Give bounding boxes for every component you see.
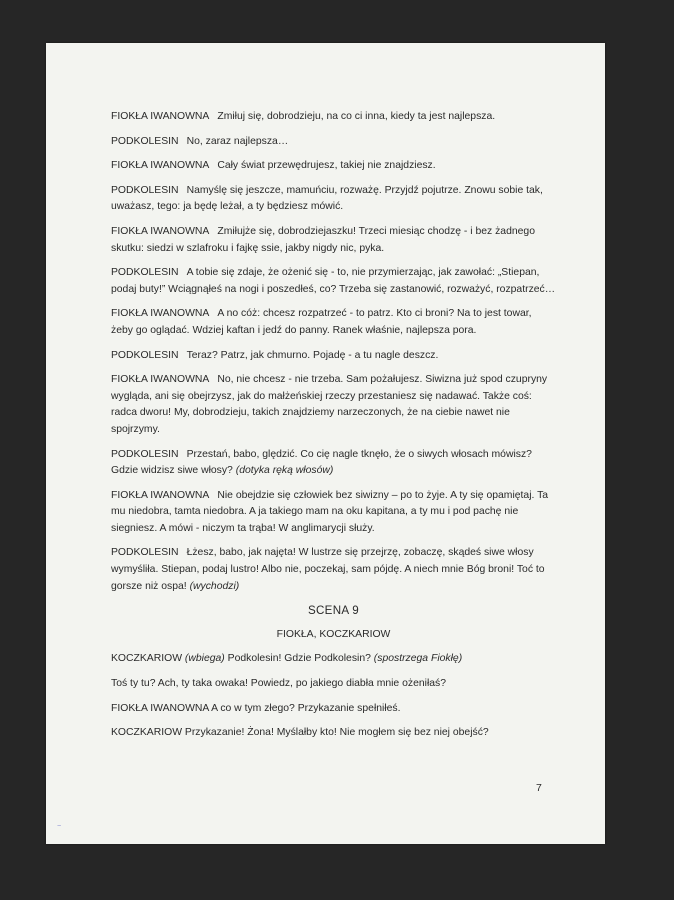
stage-direction: (wbiega) (184, 653, 225, 665)
scene-heading: SCENA 9 (307, 604, 360, 618)
speech-text: Podkolesin! Gdzie Podkolesin? (224, 653, 374, 665)
dialogue-paragraph (111, 447, 556, 480)
speech-text: Przykazanie! Żona! Myślałby kto! Nie mogłem się bez niej obejść? (184, 727, 489, 739)
dialogue-paragraph (111, 372, 556, 438)
scene-paragraph (111, 651, 556, 668)
speaker-name: FIOKŁA IWANOWNA (111, 225, 210, 237)
scene-paragraph (111, 725, 556, 742)
stage-direction: (dotyka ręką włosów) (235, 465, 334, 477)
speech-text: Cały świat przewędrujesz, takiej nie znajdziesz. (217, 160, 436, 172)
speech-text: Zmiłujże się, dobrodziejaszku! Trzeci miesiąc chodzę - i bez żadnego skutku: siedzi w szlafroku i fajkę ssie, jakby nigdy nic, pyka. (111, 225, 535, 254)
stage-direction: (wychodzi) (189, 580, 240, 592)
speaker-name: FIOKŁA IWANOWNA (111, 489, 210, 501)
scene-paragraph (111, 676, 556, 693)
speech-text: Łżesz, babo, jak najęta! W lustrze się przejrzę, zobaczę, skądeś siwe włosy wymyśliła. Stiepan, podaj lustro! Albo nie, poczekaj, sam pójdę. A niech mnie Bóg broni! Toć to gorsze niż ospa! (111, 547, 545, 592)
speech-text: No, nie chcesz - nie trzeba. Sam pożałujesz. Siwizna już spod czupryny wygląda, ani się obejrzysz, jak do małżeńskiej rzeczy przestaniesz się nadawać. Także coś: radca dworu! My, dobrodzieju, takich znajdziemy narzeczonych, że na ciebie nawet nie spojrzymy. (111, 374, 548, 435)
speaker-name: PODKOLESIN (111, 135, 179, 147)
speech-text: Namyślę się jeszcze, mamuńciu, rozważę. Przyjdź pojutrze. Znowu sobie tak, uważasz, tego: ja będę leżał, a ty będziesz mówić. (111, 184, 543, 213)
speech-text: No, zaraz najlepsza… (186, 135, 289, 147)
dialogue-paragraph (111, 488, 556, 538)
speech-text: Zmiłuj się, dobrodzieju, na co ci inna, kiedy ta jest najlepsza. (217, 111, 496, 122)
speech-text: Teraz? Patrz, jak chmurno. Pojadę - a tu nagle deszcz. (186, 349, 439, 361)
dialogue-paragraph (111, 134, 556, 151)
dialogue-paragraph (111, 265, 556, 298)
scene-paragraph (111, 701, 556, 718)
speech-text: Toś ty tu? Ach, ty taka owaka! Powiedz, po jakiego diabła mnie ożeniłaś? (111, 678, 447, 690)
dialogue-paragraph (111, 306, 556, 339)
speech-text: KOCZKARIOW (111, 653, 185, 665)
margin-pencil-mark: ~ (57, 823, 62, 830)
speaker-name: PODKOLESIN (111, 267, 179, 279)
script-text (111, 109, 556, 750)
speaker-name: PODKOLESIN (111, 349, 179, 361)
dialogue-paragraph (111, 348, 556, 365)
dialogue-paragraph (111, 224, 556, 257)
scene-dialogue-block (111, 651, 556, 741)
speaker-name: FIOKŁA IWANOWNA (111, 160, 210, 172)
stage-direction: (spostrzega Fiokłę) (373, 653, 463, 665)
document-page (46, 43, 605, 844)
speech-text: A no cóż: chcesz rozpatrzeć - to patrz. Kto ci broni? Na to jest towar, żeby go oglądać. Wdziej kaftan i jedź do panny. Ranek właśnie, najlepsza pora. (111, 308, 532, 336)
speaker-name: PODKOLESIN (111, 448, 179, 460)
speech-text: A tobie się zdaje, że ożenić się - to, nie przymierzając, jak zawołać: „Stiepan, podaj buty!” Wciągnąłeś na nogi i poszedłeś, co? Trzeba się zastanowić, rozważyć, rozpatrzeć… (111, 267, 556, 295)
speech-text: A co w tym złego? Przykazanie spełniłeś. (211, 702, 401, 714)
dialogue-paragraph (111, 158, 556, 175)
speech-text: KOCZKARIOW (111, 727, 185, 739)
speech-text: Nie obejdzie się człowiek bez siwizny – po to żyje. A ty się opamiętaj. Ta mu niedobra, tamta niedobra. A ja takiego mam na oku kapitana, a ty mu i pod pachę nie siegniesz. A mówi - niczym ta trąba! W anglimarycji służy. (111, 489, 549, 534)
speaker-name: FIOKŁA IWANOWNA (111, 111, 210, 122)
dialogue-paragraph (111, 183, 556, 216)
dialogue-paragraph (111, 109, 556, 126)
dialogue-paragraph (111, 545, 556, 595)
scene-cast: FIOKŁA, KOCZKARIOW (276, 628, 391, 640)
speaker-name: FIOKŁA IWANOWNA (111, 374, 210, 386)
speaker-name: FIOKŁA IWANOWNA (111, 308, 210, 320)
speech-text: Przestań, babo, ględzić. Co cię nagle tknęło, że o siwych włosach mówisz? Gdzie widzisz siwe włosy? (111, 448, 532, 477)
speaker-name: PODKOLESIN (111, 547, 179, 559)
dialogue-block (111, 109, 556, 595)
speech-text: FIOKŁA IWANOWNA (111, 702, 212, 714)
speaker-name: PODKOLESIN (111, 184, 179, 196)
page-number: 7 (536, 782, 542, 794)
